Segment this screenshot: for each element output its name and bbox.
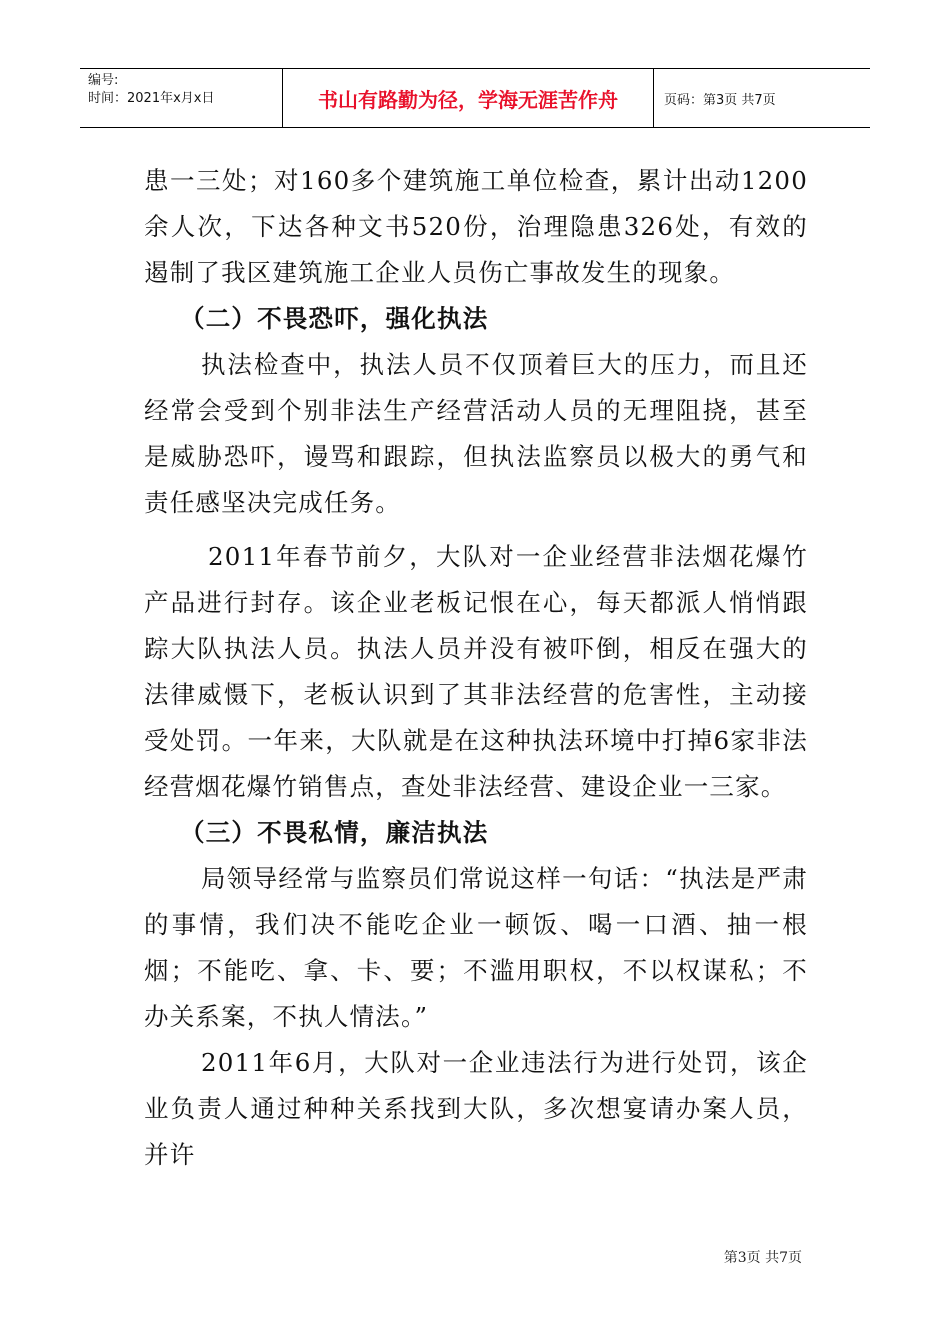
header-motto: 书山有路勤为径，学海无涯苦作舟	[282, 69, 654, 127]
page-footer-number: 第3页 共7页	[723, 1250, 802, 1266]
page-header	[80, 68, 870, 128]
paragraph-2: 执法检查中，执法人员不仅顶着巨大的压力，而且还经常会受到个别非法生产经营活动人员的无理阻挠，甚至是威胁恐吓，谩骂和跟踪，但执法监察员以极大的勇气和责任感坚决完成任务。	[144, 350, 808, 517]
paragraph-3: 2011年春节前夕，大队对一企业经营非法烟花爆竹产品进行封存。该企业老板记恨在心，每天都派人悄悄跟踪大队执法人员。执法人员并没有被吓倒，相反在强大的法律威慑下，老板认识到了其非法经营的危害性，主动接受处罚。一年来，大队就是在这种执法环境中打掉6家非法经营烟花爆竹销售点，查处非法经营、建设企业一三家。	[144, 542, 808, 801]
document-time: 时间：2021年x月x日	[88, 91, 215, 106]
paragraph-5: 2011年6月，大队对一企业违法行为进行处罚，该企业负责人通过种种关系找到大队，多次想宴请办案人员，并许	[144, 1048, 808, 1169]
section-heading-3: （三）不畏私情，廉洁执法	[180, 818, 489, 847]
section-heading-2: （二）不畏恐吓，强化执法	[180, 304, 489, 333]
header-page-number: 页码：第3页 共7页	[664, 92, 776, 108]
paragraph-1: 患一三处；对160多个建筑施工单位检查，累计出动1200余人次，下达各种文书520份，治理隐患326处，有效的遏制了我区建筑施工企业人员伤亡事故发生的现象。	[144, 166, 808, 287]
header-meta	[80, 69, 282, 127]
document-number: 编号:	[88, 73, 119, 88]
paragraph-4: 局领导经常与监察员们常说这样一句话：“执法是严肃的事情，我们决不能吃企业一顿饭、喝一口酒、抽一根烟；不能吃、拿、卡、要；不滥用职权，不以权谋私；不办关系案，不执人情法。”	[144, 864, 808, 1031]
document-body	[144, 158, 808, 1178]
